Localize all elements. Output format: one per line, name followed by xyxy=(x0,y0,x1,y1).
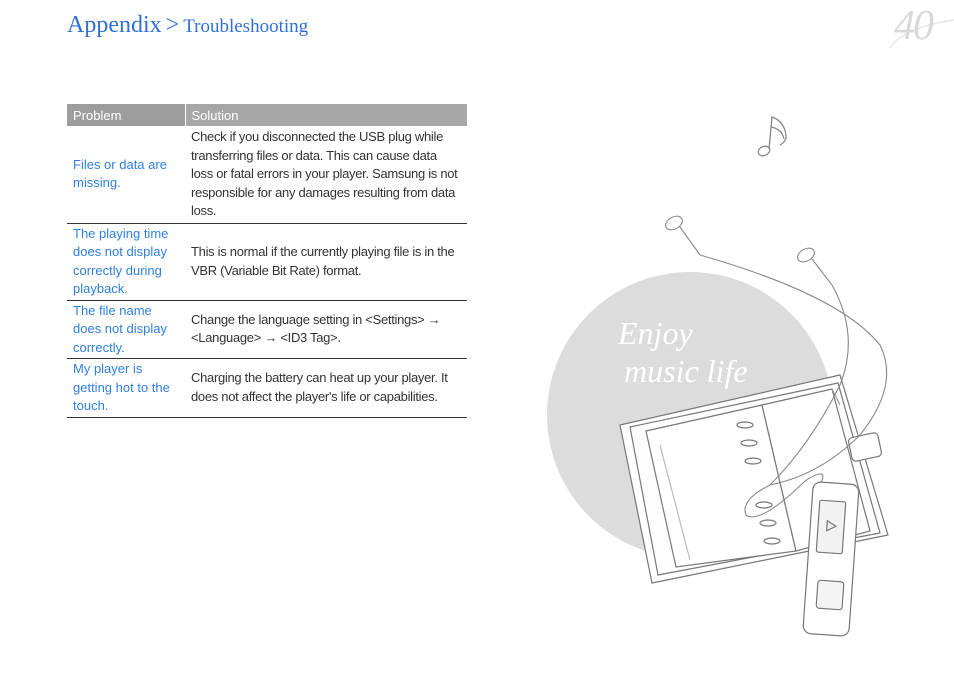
music-note-icon xyxy=(757,117,786,158)
solution-cell: Charging the battery can heat up your player. It does not affect the player's life or capabilities. xyxy=(185,359,467,418)
table-header-row xyxy=(67,104,467,126)
problem-cell: The playing time does not display correctly during playback. xyxy=(67,223,185,300)
table-row xyxy=(67,300,467,359)
column-header-solution: Solution xyxy=(185,104,467,126)
slogan-text xyxy=(618,314,748,390)
page-number: 40 xyxy=(894,3,932,49)
problem-cell: My player is getting hot to the touch. xyxy=(67,359,185,418)
troubleshooting-table xyxy=(67,104,467,418)
table-row xyxy=(67,126,467,223)
solution-cell: Change the language setting in <Settings> → <Language> → <ID3 Tag>. xyxy=(185,300,467,359)
solution-cell: This is normal if the currently playing file is in the VBR (Variable Bit Rate) format. xyxy=(185,223,467,300)
column-header-problem: Problem xyxy=(67,104,185,126)
slogan-line-1: Enjoy xyxy=(618,315,693,351)
slogan-line-2: music life xyxy=(624,353,748,389)
table-row xyxy=(67,223,467,300)
mp3-player-icon xyxy=(803,482,859,637)
section-title: Appendix xyxy=(67,12,162,38)
table-row xyxy=(67,359,467,418)
problem-cell: The file name does not display correctly. xyxy=(67,300,185,359)
problem-cell: Files or data are missing. xyxy=(67,126,185,223)
solution-cell: Check if you disconnected the USB plug while transferring files or data. This can cause data loss or fatal errors in your player. Samsung is not responsible for any damages resulting from data loss. xyxy=(185,126,467,223)
breadcrumb-separator: > xyxy=(165,12,180,38)
page-header xyxy=(67,12,308,39)
page-subtitle: Troubleshooting xyxy=(183,16,309,37)
